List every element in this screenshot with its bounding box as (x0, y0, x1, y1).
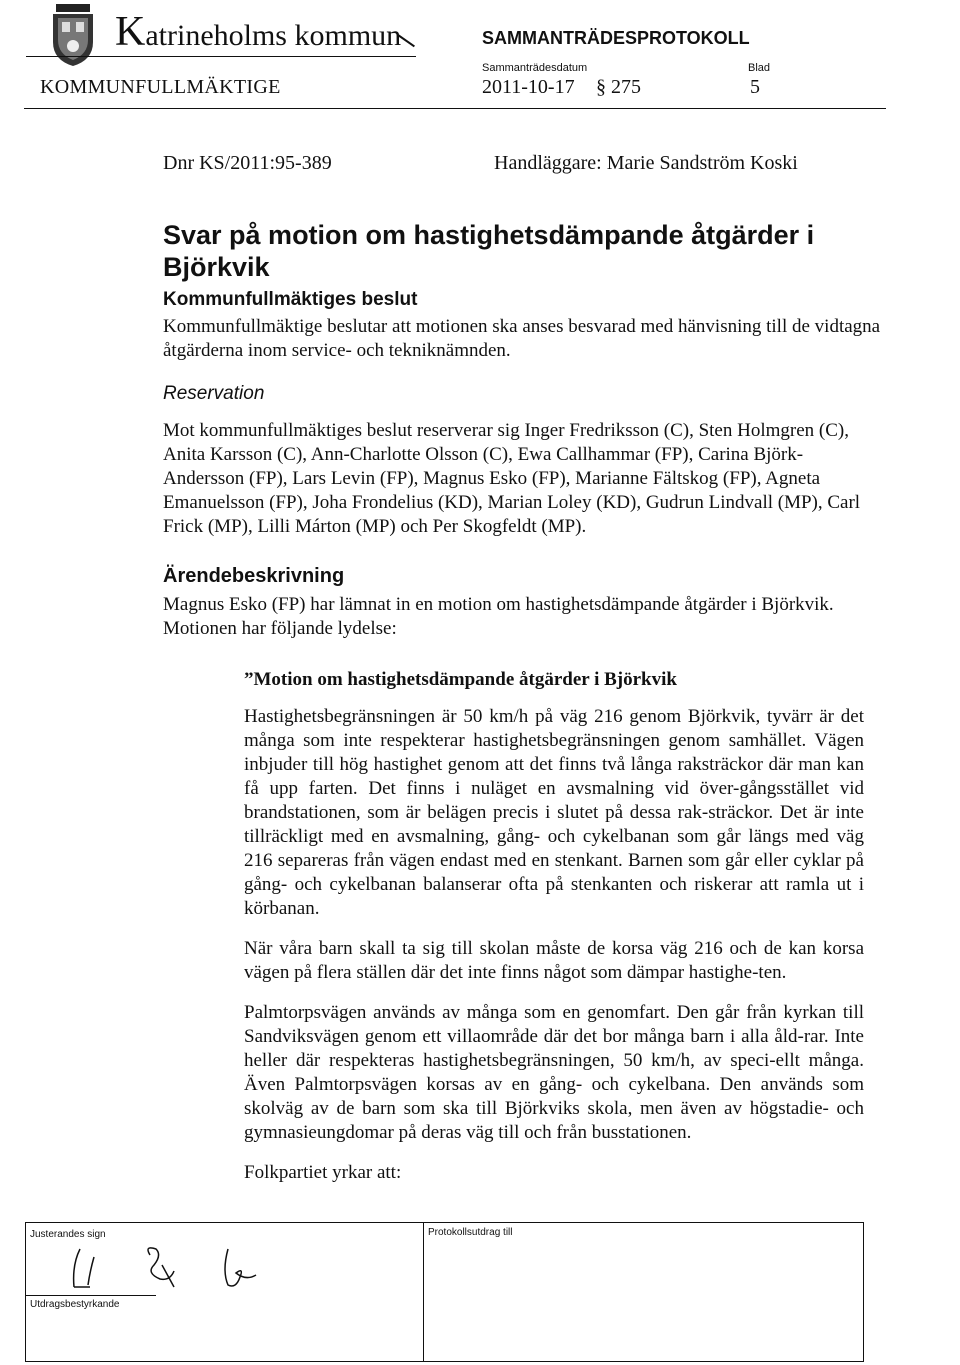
quote-paragraph-4: Folkpartiet yrkar att: (244, 1162, 402, 1183)
quote-paragraph-1: Hastighetsbegränsningen är 50 km/h på väg 216 genom Björkvik, tyvärr är det många som inte respekterar hastighetsbegränsningen genom samhället. Vägen inbjuder till hög hastighet genom att det finns två långa raksträckor där man kan få upp farten. Det finns i nuläget en avsmalning vid över-gångsstället vid brandstationen, som är belägen precis i slutet på dessa rak-sträckor. Det är inte tillräckligt med en avsmalning, gång- och cykelbanan som går längs med väg 216 separeras från vägen endast med en stenkant. Barnen som går eller cyklar på gång- och cykelbanan balanserar ofta på stenkanten och riskerar att ramla ut i körbanan. (244, 706, 864, 919)
signature-divider (423, 1223, 424, 1361)
arende-text: Magnus Esko (FP) har lämnat in en motion om hastighetsdämpande åtgärder i Björkvik. Motionen har följande lydelse: (163, 594, 834, 639)
protokollsutdrag-label: Protokollsutdrag till (428, 1227, 513, 1238)
quote-paragraph-2: När våra barn skall ta sig till skolan måste de korsa väg 216 och de kan korsa vägen på flera ställen där det inte finns något som dämpar hastighe-ten. (244, 938, 864, 983)
justerandes-sign-label: Justerandes sign (30, 1229, 106, 1240)
reservation-text: Mot kommunfullmäktiges beslut reserverar sig Inger Fredriksson (C), Sten Holmgren (C), Anita Karsson (C), Ann-Charlotte Olsson (C), Ewa Callhammar (FP), Carina Björk-Andersson (FP), Lars Levin (FP), Magnus Esko (FP), Marianne Fältskog (FP), Agneta Emanuelsson (FP), Joha Frondelius (KD), Marian Loley (KD), Gudrun Lindvall (MP), Carl Frick (MP), Lilli Márton (MP) och Per Skogfeldt (MP). (163, 420, 861, 537)
signature-box (25, 1222, 864, 1362)
document-title: Svar på motion om hastighetsdämpande åtgärder i Björkvik (163, 220, 815, 282)
quote-paragraph-3: Palmtorpsvägen används av många som en genomfart. Den går från kyrkan till Sandviksvägen genom ett villaområde där det bor många barn i alla åld-rar. Inte heller där respekteras hastighetsbegränsningen, 50 km/h, av speci-ellt många. Även Palmtorpsvägen korsas av en gång- och cykelbana. Den används som skolväg av de barn som ska till Björkviks skola, men även av högstadie- och gymnasieungdomar på deras väg till och från busstationen. (244, 1002, 864, 1143)
page-number: 5 (750, 76, 760, 98)
diary-number: Dnr KS/2011:95-389 (163, 152, 332, 174)
date-label: Sammanträdesdatum (482, 62, 588, 74)
document-body (163, 219, 883, 1201)
motion-quote (244, 669, 864, 1185)
decision-heading: Kommunfullmäktiges beslut (163, 289, 418, 310)
meeting-date: 2011-10-17 (482, 76, 575, 98)
signature-line (26, 1295, 156, 1296)
quote-title: ”Motion om hastighetsdämpande åtgärder i Björkvik (244, 669, 677, 690)
paragraph-number: § 275 (596, 76, 641, 98)
organization-name: Katrineholms kommun (115, 9, 402, 55)
header-rule (24, 108, 886, 109)
handwritten-signatures (50, 1235, 280, 1295)
document-type: SAMMANTRÄDESPROTOKOLL (482, 28, 750, 48)
page-label: Blad (748, 62, 771, 74)
decision-text: Kommunfullmäktige beslutar att motionen ska anses besvarad med hänvisning till de vidtagna åtgärderna inom service- och tekniknämnden. (163, 316, 881, 361)
arende-heading: Ärendebeskrivning (163, 565, 345, 587)
reservation-heading: Reservation (163, 383, 265, 404)
header-underline (26, 56, 416, 57)
case-officer: Handläggare: Marie Sandström Koski (494, 152, 798, 174)
committee-name: KOMMUNFULLMÄKTIGE (40, 76, 281, 98)
utdragsbestyrkande-label: Utdragsbestyrkande (30, 1299, 120, 1310)
